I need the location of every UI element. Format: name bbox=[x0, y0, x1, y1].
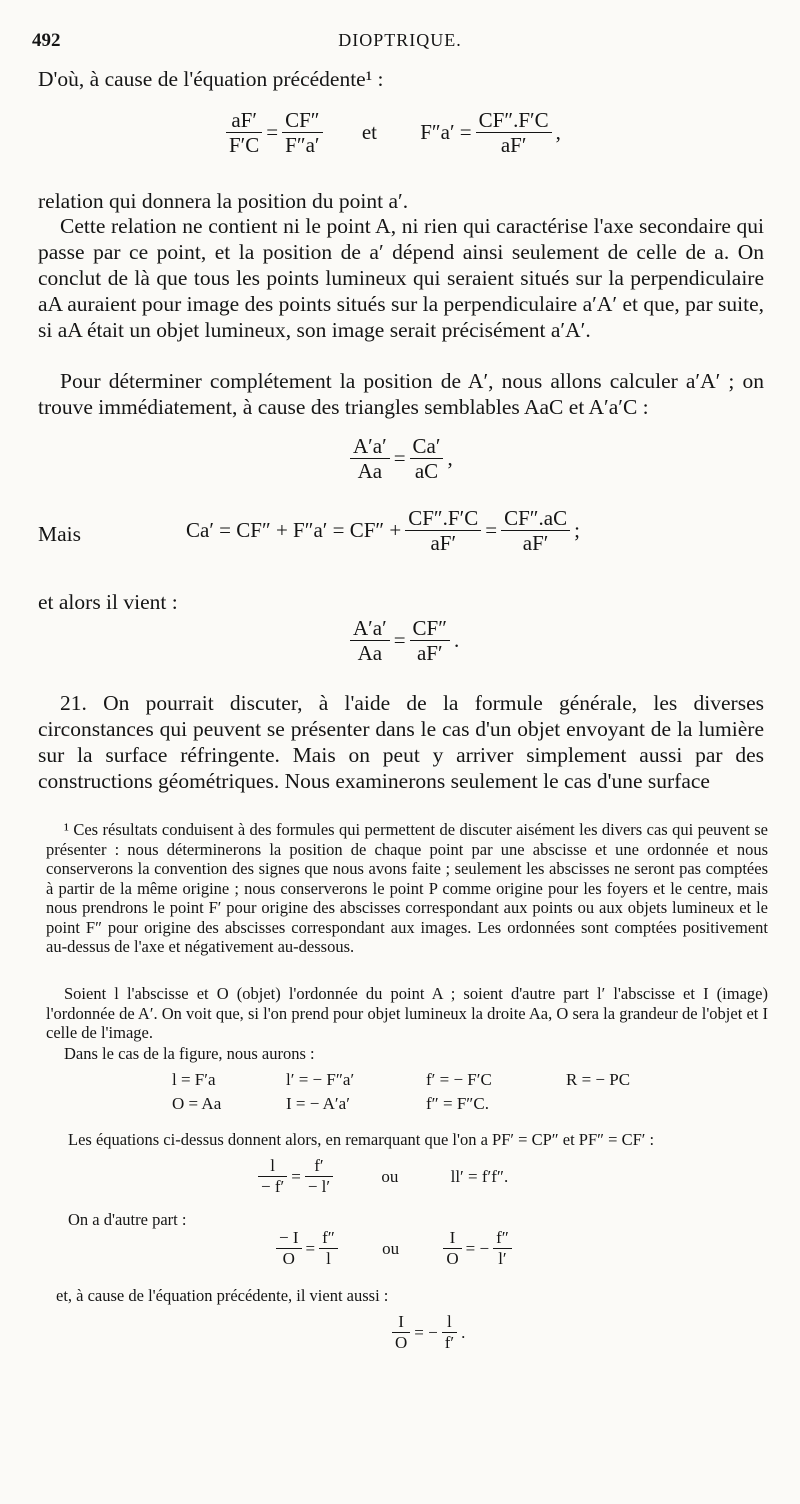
label-mais: Mais bbox=[38, 522, 81, 546]
footnote-paragraph-4: Les équations ci-dessus donnent alors, en remarquant que l'on a PF′ = CP″ et PF″ = CF′ : bbox=[68, 1130, 655, 1149]
page-number: 492 bbox=[32, 30, 61, 51]
fraction-product: $\frac{CF''.F'C}{aF'}$ bbox=[476, 108, 552, 157]
equation-5: $\frac{l}{- f'}$ = $\frac{f'}{- l'}$ ou ll′ = f′f″. bbox=[258, 1156, 512, 1197]
equation-7: $\frac{I}{O}$ = − $\frac{l}{f'}$ . bbox=[392, 1312, 469, 1353]
equation-3: Ca′ = CF″ + F″a′ = CF″ + $\frac{CF''.F'C}{aF'}$ = $\frac{CF''.aC}{aF'}$ ; bbox=[186, 506, 580, 555]
fraction-cf-fa: $\frac{CF''}{F''a'}$ bbox=[282, 108, 322, 157]
equation-6: $\frac{- I}{O}$ = $\frac{f''}{l}$ ou $\frac{I}{O}$ = − $\frac{f''}{l'}$ bbox=[276, 1228, 512, 1269]
fraction-af-fc: $\frac{aF'}{F'C}$ bbox=[226, 108, 262, 157]
paragraph-axis: Cette relation ne contient ni le point A, ni rien qui caractérise l'axe secondaire qui passe par ce point, et la position de a′ dépend ainsi seulement de celle de a. On conclut de là que tous les points lumineux qui seraient situés sur la perpendiculaire aA auraient pour image des points situés sur la perpendiculaire a′A′ et que, par suite, si aA était un objet lumineux, son image serait précisément a′A′. bbox=[38, 214, 764, 342]
lhs-fa: F″a′ = bbox=[420, 120, 472, 144]
footnote-1: ¹ Ces résultats conduisent à des formules qui permettent de discuter aisément les divers cas qui peuvent se présenter : nous déterminerons la position de chaque point par une abscisse et une ordonnée et nous conserverons la convention des signes que nous avons faite ; seulement les abscisses ne seront pas comptées à partir de la même origine ; nous conserverons le point P comme origine pour les foyers et le centre, mais nous prendrons le point F′ pour origine des abscisses correspondant aux points ou aux objets lumineux et le point F″ pour origine des abscisses correspondant aux images. Les ordonnées sont comptées positivement au-dessus de l'axe et négativement au-dessous. bbox=[46, 820, 768, 956]
intro-line: D'où, à cause de l'équation précédente¹ : bbox=[38, 67, 384, 91]
footnote-paragraph-5: On a d'autre part : bbox=[68, 1210, 187, 1229]
running-title: DIOPTRIQUE. bbox=[338, 30, 462, 50]
label-et-alors: et alors il vient : bbox=[38, 590, 178, 614]
equation-2: $\frac{A'a'}{Aa}$ = $\frac{Ca'}{aC}$ , bbox=[350, 434, 457, 483]
equation-4: $\frac{A'a'}{Aa}$ = $\frac{CF''}{aF'}$ . bbox=[350, 616, 463, 665]
equation-1: $\frac{aF'}{F'C}$ = $\frac{CF''}{F''a'}$ et F″a′ = $\frac{CF''.F'C}{aF'}$ , bbox=[226, 108, 565, 157]
page-header bbox=[0, 30, 800, 54]
paragraph-relation: relation qui donnera la position du point a′. bbox=[38, 189, 409, 213]
footnote-paragraph-3: Dans le cas de la figure, nous aurons : bbox=[64, 1044, 315, 1063]
conjunction-et: et bbox=[361, 120, 377, 144]
footnote-paragraph-2: Soient l l'abscisse et O (objet) l'ordonnée du point A ; soient d'autre part l′ l'abscisse et I (image) l'ordonnée de A′. On voit que, si l'on prend pour objet lumineux la droite Aa, O sera la grandeur de l'objet et I celle de l'image. bbox=[46, 984, 768, 1042]
paragraph-21: 21. On pourrait discuter, à l'aide de la formule générale, les diverses circonstances qui peuvent se présenter dans le cas d'un objet envoyant de la lumière sur la surface réfringente. Mais on peut y arriver simplement aussi par des constructions géométriques. Nous examinerons seulement le cas d'une surface bbox=[38, 691, 764, 793]
paragraph-determine: Pour déterminer complétement la position de A′, nous allons calculer a′A′ ; on trouve immédiatement, à cause des triangles semblables AaC et A′a′C : bbox=[38, 369, 764, 419]
footnote-paragraph-6: et, à cause de l'équation précédente, il vient aussi : bbox=[56, 1286, 389, 1305]
